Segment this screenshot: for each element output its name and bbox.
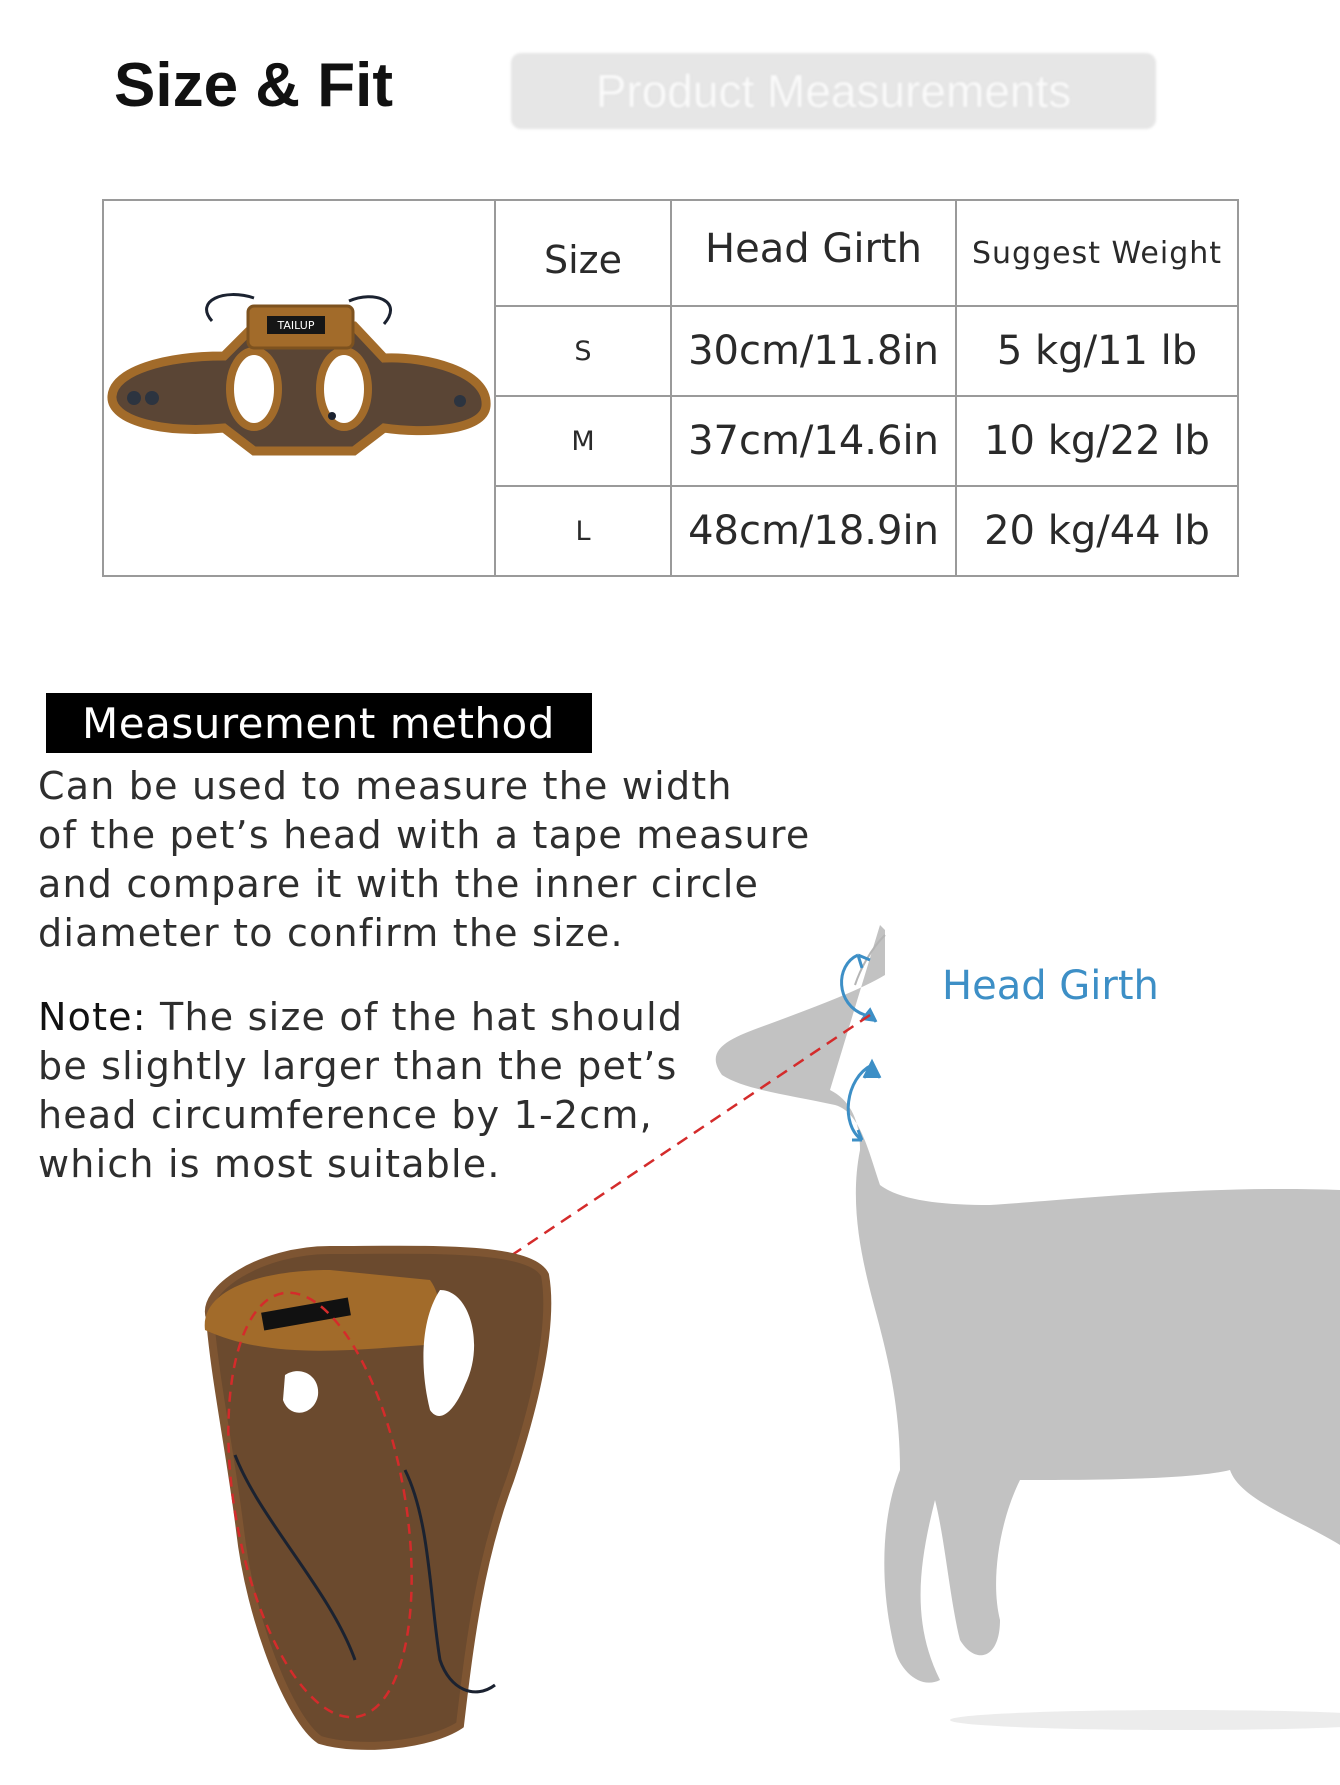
note-line: which is most suitable. <box>38 1142 501 1186</box>
head-girth-label: Head Girth <box>942 963 1159 1009</box>
method-line: Can be used to measure the width <box>38 764 733 808</box>
head-girth-cell: 48cm/18.9in <box>671 486 956 576</box>
weight-cell: 5 kg/11 lb <box>956 306 1238 396</box>
column-header-head-girth: Head Girth <box>671 200 956 306</box>
method-line: and compare it with the inner circle <box>38 862 760 906</box>
girth-arrows-icon <box>842 955 880 1140</box>
note-prefix: Note: <box>38 995 147 1039</box>
hat-product-image <box>199 1250 547 1746</box>
head-girth-cell: 37cm/14.6in <box>671 396 956 486</box>
method-line: diameter to confirm the size. <box>38 911 624 955</box>
column-header-weight: Suggest Weight <box>956 200 1238 306</box>
subtitle-text: Product Measurements <box>595 65 1072 117</box>
column-header-size: Size <box>495 200 671 306</box>
note-first-line: The size of the hat should <box>146 995 684 1039</box>
method-line: of the pet’s head with a tape measure <box>38 813 811 857</box>
size-cell: M <box>495 396 671 486</box>
measurement-method-label: Measurement method <box>46 693 592 753</box>
size-cell: S <box>495 306 671 396</box>
weight-cell: 20 kg/44 lb <box>956 486 1238 576</box>
hat-logo-text: TAILUP <box>277 319 315 332</box>
head-girth-cell: 30cm/11.8in <box>671 306 956 396</box>
note-line: be slightly larger than the pet’s <box>38 1044 678 1088</box>
note-line: head circumference by 1-2cm, <box>38 1093 653 1137</box>
page-title: Size & Fit <box>114 51 394 120</box>
dog-silhouette <box>716 925 1340 1730</box>
size-cell: L <box>495 486 671 576</box>
weight-cell: 10 kg/22 lb <box>956 396 1238 486</box>
